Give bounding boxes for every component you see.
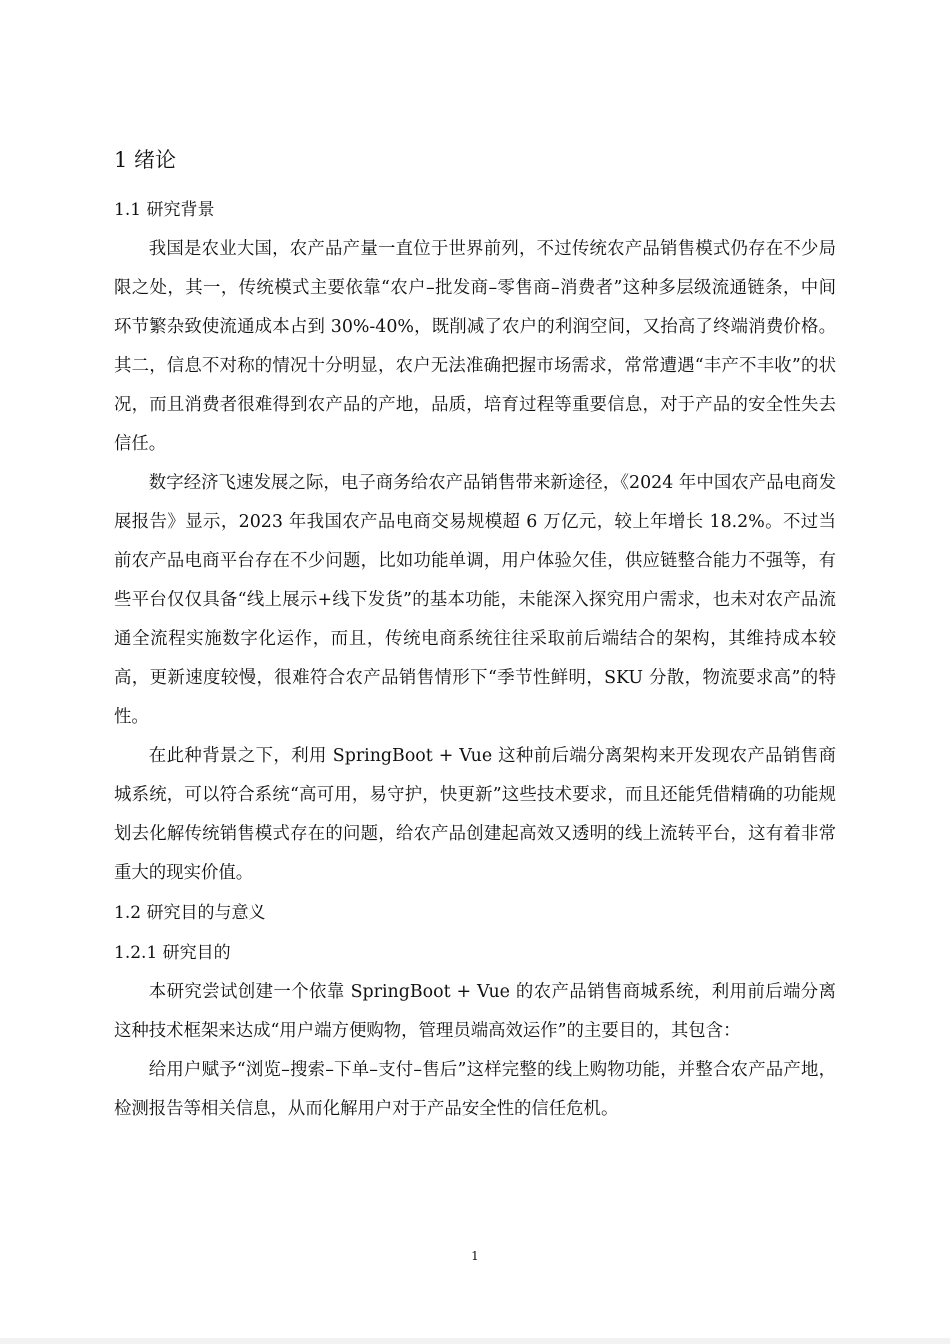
paragraph-background-1: 我国是农业大国，农产品产量一直位于世界前列，不过传统农产品销售模式仍存在不少局限之处，其一，传统模式主要依靠“农户–批发商–零售商–消费者”这种多层级流通链条，中间环节繁杂致使流通成本占到 30%-40%，既削减了农户的利润空间，又抬高了终端消费价格。其二，信息不对称的情况十分明显，农户无法准确把握市场需求，常常遭遇“丰产不丰收”的状况，而且消费者很难得到农产品的产地，品质，培育过程等重要信息，对于产品的安全性失去信任。 — [114, 239, 836, 454]
section-title-research-background: 1.1 研究背景 — [114, 200, 215, 220]
paragraph-background-3: 在此种背景之下，利用 SpringBoot + Vue 这种前后端分离架构来开发现农产品销售商城系统，可以符合系统“高可用，易守护，快更新”这些技术要求，而且还能凭借精确的功能规划去化解传统销售模式存在的问题，给农产品创建起高效又透明的线上流转平台，这有着非常重大的现实价值。 — [114, 746, 836, 883]
chapter-title: 1 绪论 — [114, 148, 177, 172]
paragraph-background-2: 数字经济飞速发展之际，电子商务给农产品销售带来新途径，《2024 年中国农产品电商发展报告》显示，2023 年我国农产品电商交易规模超 6 万亿元，较上年增长 18.2%。不过当前农产品电商平台存在不少问题，比如功能单调，用户体验欠佳，供应链整合能力不强等，有些平台仅仅具备“线上展示+线下发货”的基本功能，未能深入探究用户需求，也未对农产品流通全流程实施数字化运作，而且，传统电商系统往往采取前后端结合的架构，其维持成本较高，更新速度较慢，很难符合农产品销售情形下“季节性鲜明，SKU 分散，物流要求高”的特性。 — [114, 473, 836, 727]
paragraph-purpose-1: 本研究尝试创建一个依靠 SpringBoot + Vue 的农产品销售商城系统，利用前后端分离这种技术框架来达成“用户端方便购物，管理员端高效运作”的主要目的，其包含： — [114, 982, 836, 1041]
page-bottom-edge — [0, 1338, 950, 1344]
document-body — [114, 140, 836, 1129]
paragraph-purpose-2: 给用户赋予“浏览–搜索–下单–支付–售后”这样完整的线上购物功能，并整合农产品产地，检测报告等相关信息，从而化解用户对于产品安全性的信任危机。 — [114, 1060, 836, 1119]
page-number: 1 — [471, 1249, 479, 1263]
section-title-purpose-and-significance: 1.2 研究目的与意义 — [114, 903, 266, 923]
subsection-title-research-purpose: 1.2.1 研究目的 — [114, 943, 231, 963]
